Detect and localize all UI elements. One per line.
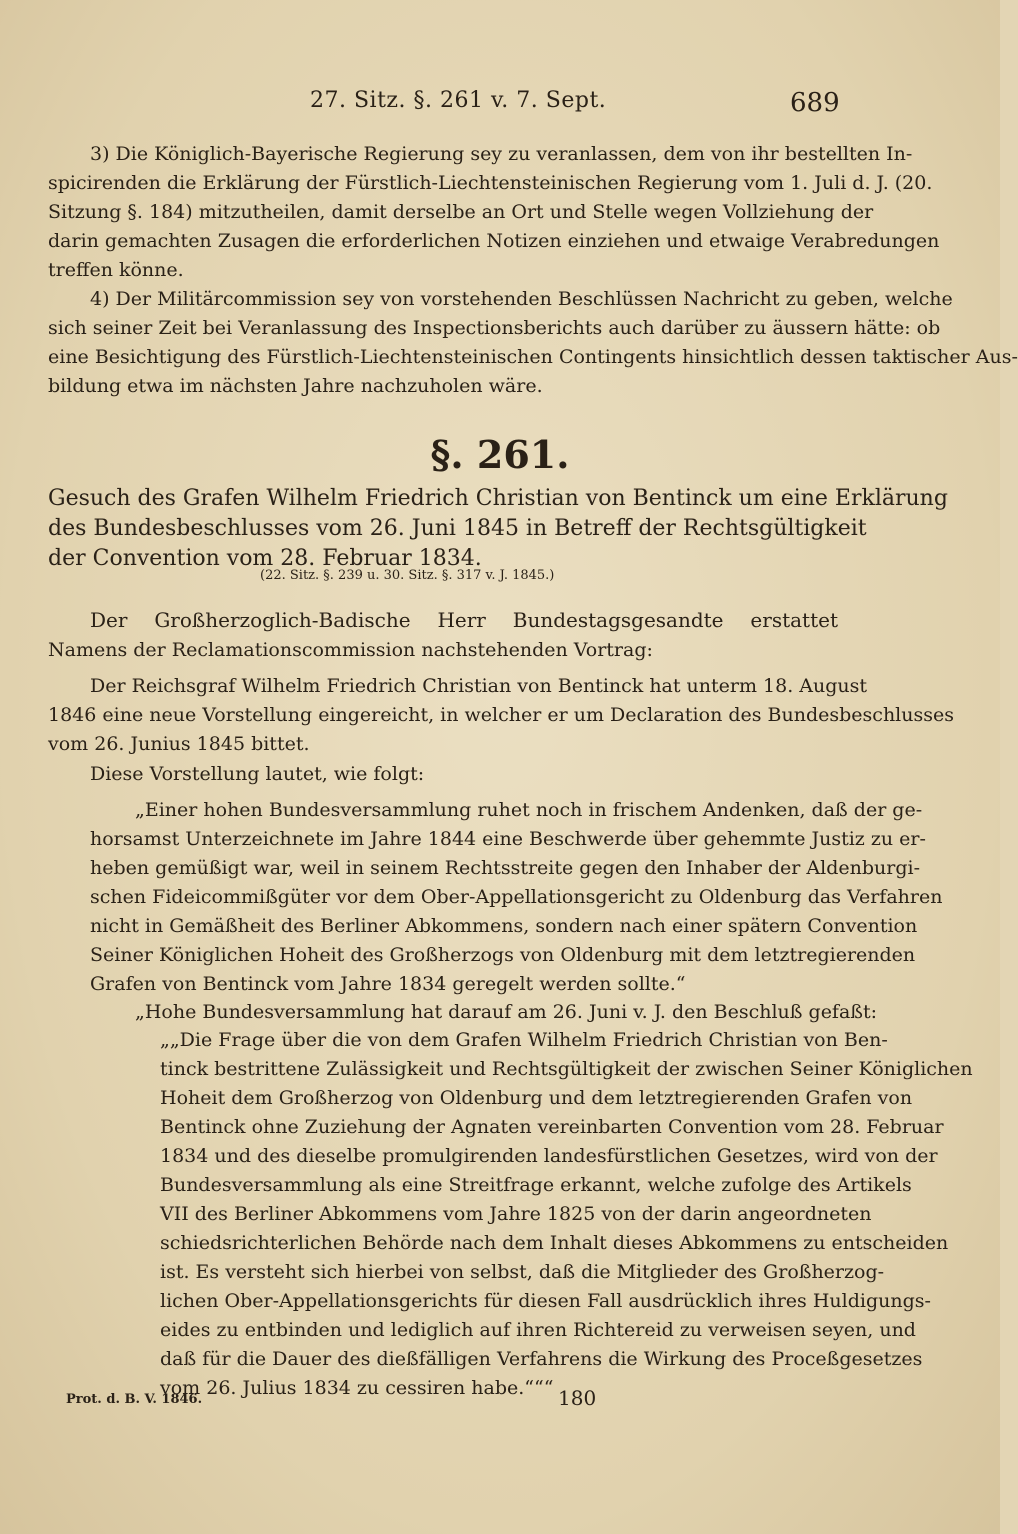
quote-line: Seiner Königlichen Hoheit des Großherzogs von Oldenburg mit dem letztregierenden — [90, 944, 916, 966]
quote-line: heben gemüßigt war, weil in seinem Rechtsstreite gegen den Inhaber der Aldenburgi- — [90, 857, 920, 879]
quote-line: „„Die Frage über die von dem Grafen Wilhelm Friedrich Christian von Ben- — [160, 1029, 888, 1051]
section-title-line: der Convention vom 28. Februar 1834. — [48, 546, 482, 571]
body-line: sich seiner Zeit bei Veranlassung des Inspectionsberichts auch darüber zu äussern hätte: ob — [48, 317, 941, 339]
quote-line: horsamst Unterzeichnete im Jahre 1844 eine Beschwerde über gehemmte Justiz zu er- — [90, 828, 926, 850]
quote-line: 1834 und des dieselbe promulgirenden landesfürstlichen Gesetzes, wird von der — [160, 1145, 938, 1167]
report-line: Der Großherzoglich-Badische Herr Bundestagsgesandte erstattet — [90, 608, 838, 632]
reference-note: (22. Sitz. §. 239 u. 30. Sitz. §. 317 v. J. 1845.) — [260, 568, 555, 583]
footer-signature: Prot. d. B. V. 1846. — [66, 1392, 203, 1407]
body-line: bildung etwa im nächsten Jahre nachzuholen wäre. — [48, 375, 543, 397]
quote-line: lichen Ober-Appellationsgerichts für diesen Fall ausdrücklich ihres Huldigungs- — [160, 1290, 931, 1312]
report-line: Namens der Reclamationscommission nachstehenden Vortrag: — [48, 639, 653, 661]
quote-line: ist. Es versteht sich hierbei von selbst, daß die Mitglieder des Großherzog- — [160, 1261, 885, 1283]
section-title-line: des Bundesbeschlusses vom 26. Juni 1845 in Betreff der Rechtsgültigkeit — [48, 516, 867, 541]
body-line: eine Besichtigung des Fürstlich-Liechtensteinischen Contingents hinsichtlich dessen taktischer Aus- — [48, 346, 1018, 368]
report-line: Der Reichsgraf Wilhelm Friedrich Christian von Bentinck hat unterm 18. August — [90, 675, 868, 697]
quote-line: „Hohe Bundesversammlung hat darauf am 26. Juni v. J. den Beschluß gefaßt: — [135, 1001, 878, 1023]
page-number: 689 — [790, 88, 840, 118]
body-line: 4) Der Militärcommission sey von vorstehenden Beschlüssen Nachricht zu geben, welche — [90, 288, 953, 310]
body-line: treffen könne. — [48, 259, 184, 281]
quote-line: Bundesversammlung als eine Streitfrage erkannt, welche zufolge des Artikels — [160, 1174, 912, 1196]
quote-line: Bentinck ohne Zuziehung der Agnaten vereinbarten Convention vom 28. Februar — [160, 1116, 944, 1138]
report-line: Diese Vorstellung lautet, wie folgt: — [90, 763, 425, 785]
body-line: spicirenden die Erklärung der Fürstlich-Liechtensteinischen Regierung vom 1. Juli d. J. (20. — [48, 172, 933, 194]
footer-sheet-number: 180 — [558, 1386, 597, 1410]
body-line: Sitzung §. 184) mitzutheilen, damit derselbe an Ort und Stelle wegen Vollziehung der — [48, 201, 874, 223]
quote-line: vom 26. Julius 1834 zu cessiren habe.“““ — [160, 1377, 554, 1399]
body-line: 3) Die Königlich-Bayerische Regierung sey zu veranlassen, dem von ihr bestellten In- — [90, 143, 913, 165]
quote-line: eides zu entbinden und lediglich auf ihren Richtereid zu verweisen seyen, und — [160, 1319, 916, 1341]
section-number: §. 261. — [430, 432, 570, 477]
quote-line: Hoheit dem Großherzog von Oldenburg und dem letztregierenden Grafen von — [160, 1087, 913, 1109]
body-line: darin gemachten Zusagen die erforderlichen Notizen einziehen und etwaige Verabredungen — [48, 230, 940, 252]
running-header: 27. Sitz. §. 261 v. 7. Sept. — [310, 88, 607, 113]
report-line: vom 26. Junius 1845 bittet. — [48, 733, 310, 755]
quote-line: Grafen von Bentinck vom Jahre 1834 geregelt werden sollte.“ — [90, 973, 686, 995]
quote-line: schen Fideicommißgüter vor dem Ober-Appellationsgericht zu Oldenburg das Verfahren — [90, 886, 943, 908]
quote-line: schiedsrichterlichen Behörde nach dem Inhalt dieses Abkommens zu entscheiden — [160, 1232, 949, 1254]
quote-line: nicht in Gemäßheit des Berliner Abkommens, sondern nach einer spätern Convention — [90, 915, 918, 937]
quote-line: VII des Berliner Abkommens vom Jahre 1825 von der darin angeordneten — [160, 1203, 872, 1225]
quote-line: tinck bestrittene Zulässigkeit und Rechtsgültigkeit der zwischen Seiner Königlichen — [160, 1058, 973, 1080]
quote-line: daß für die Dauer des dießfälligen Verfahrens die Wirkung des Proceßgesetzes — [160, 1348, 923, 1370]
quote-line: „Einer hohen Bundesversammlung ruhet noch in frischem Andenken, daß der ge- — [135, 799, 923, 821]
section-title-line: Gesuch des Grafen Wilhelm Friedrich Christian von Bentinck um eine Erklärung — [48, 486, 948, 511]
report-line: 1846 eine neue Vorstellung eingereicht, in welcher er um Declaration des Bundesbeschlusses — [48, 704, 954, 726]
